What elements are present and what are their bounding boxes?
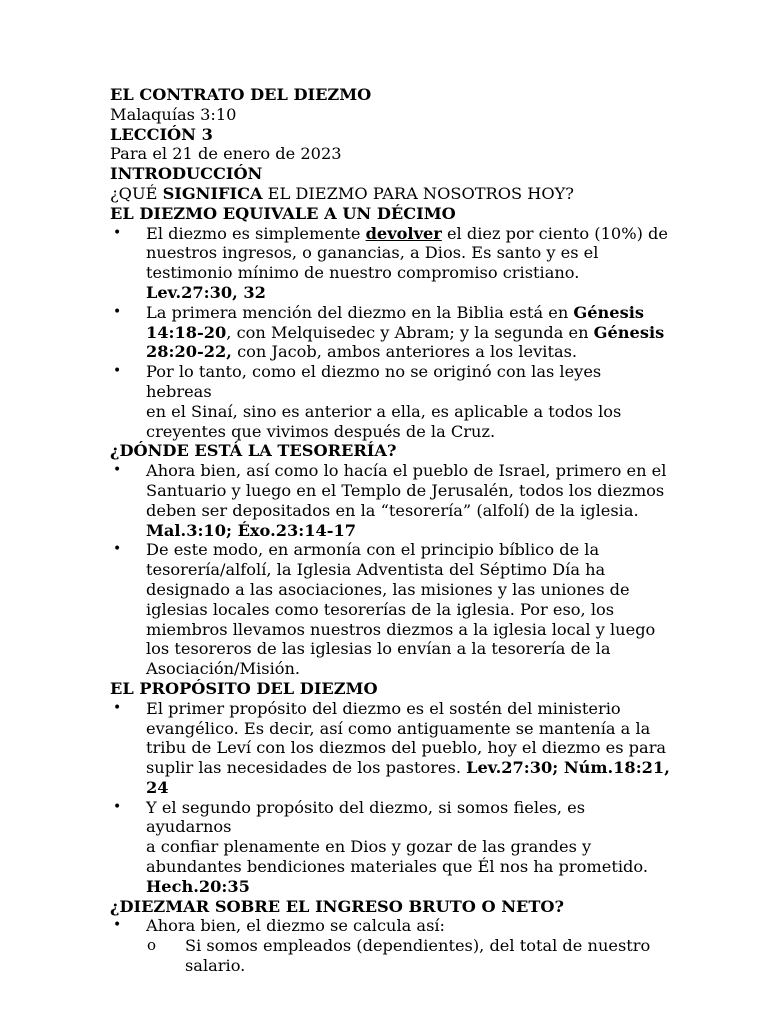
scripture-reference: Lev.27:30; Núm.18:21, (466, 758, 670, 778)
bullet-list-purpose (110, 699, 670, 897)
bullet-icon: • (113, 363, 122, 380)
intro-question: ¿QUÉ SIGNIFICA EL DIEZMO PARA NOSOTROS HOY? (110, 183, 574, 203)
lesson-number: LECCIÓN 3 (110, 124, 213, 144)
bullet-icon: • (113, 462, 122, 479)
list-item: • Y el segundo propósito del diezmo, si somos fieles, es ayudarnos a confiar plenamente en Dios y gozar de las grandes y abundantes bendiciones materiales que Él nos ha prometido. Hech.20:35 (110, 798, 670, 897)
section-heading-gross-net: ¿DIEZMAR SOBRE EL INGRESO BRUTO O NETO? (110, 896, 565, 916)
emphasis-devolver: devolver (365, 223, 442, 243)
list-item: o Si somos empleados (dependientes), del total de nuestro salario. (147, 936, 651, 976)
scripture-reference: Lev.27:30, 32 (146, 282, 266, 302)
sub-bullet-list (110, 936, 670, 976)
bullet-icon: • (113, 224, 122, 241)
scripture-reference: Hech.20:35 (146, 876, 250, 896)
list-item: • Ahora bien, el diezmo se calcula así: (113, 916, 446, 936)
bullet-icon: • (113, 798, 122, 815)
bullet-list-tithe-tenth (110, 224, 670, 442)
bullet-list-gross-net (110, 916, 670, 936)
bullet-icon: • (113, 699, 122, 716)
bullet-icon: • (113, 917, 122, 934)
section-heading-treasury: ¿DÓNDE ESTÁ LA TESORERÍA? (110, 441, 397, 461)
scripture-reference: Mal.3:10; Éxo.23:14-17 (146, 520, 356, 540)
circle-bullet-icon: o (147, 936, 157, 955)
bullet-icon: • (113, 303, 122, 320)
list-item: • Por lo tanto, como el diezmo no se originó con las leyes hebreas en el Sinaí, sino es anterior a ella, es aplicable a todos los creyentes que vivimos después de la Cruz. (113, 362, 622, 441)
list-item: • Ahora bien, así como lo hacía el pueblo de Israel, primero en el Santuario y luego en el Templo de Jerusalén, todos los diezmos deben ser depositados en la “tesorería” (alfolí) de la iglesia. Mal.3:10; Éxo.23:14-17 (110, 461, 670, 540)
section-heading-tithe-tenth: EL DIEZMO EQUIVALE A UN DÉCIMO (110, 203, 456, 223)
list-item: • El primer propósito del diezmo es el sostén del ministerio evangélico. Es decir, así como antiguamente se mantenía a la tribu de Leví con los diezmos del pueblo, hoy el diezmo es para suplir las necesidades de los pastores. Lev.27:30; Núm.18:21, 24 (113, 698, 670, 797)
list-item: • El diezmo es simplemente devolver el diez por ciento (10%) de nuestros ingresos, o ganancias, a Dios. Es santo y es el testimonio mínimo de nuestro compromiso cristiano. Lev.27:30, 32 (113, 223, 668, 302)
bible-verse: Malaquías 3:10 (110, 104, 237, 124)
bullet-icon: • (113, 541, 122, 558)
lesson-date: Para el 21 de enero de 2023 (110, 144, 342, 164)
list-item: • La primera mención del diezmo en la Biblia está en Génesis 14:18-20, con Melquisedec y Abram; y la segunda en Génesis 28:20-22, con Jacob, ambos anteriores a los levitas. (113, 302, 665, 362)
intro-heading: INTRODUCCIÓN (110, 164, 263, 184)
document-title: EL CONTRATO DEL DIEZMO (110, 85, 372, 104)
section-heading-purpose: EL PROPÓSITO DEL DIEZMO (110, 678, 378, 698)
bullet-list-treasury (110, 461, 670, 679)
list-item: • De este modo, en armonía con el principio bíblico de la tesorería/alfolí, la Iglesia Adventista del Séptimo Día ha designado a las asociaciones, las misiones y las uniones de iglesias locales como tesorerías de la iglesia. Por eso, los miembros llevamos nuestros diezmos a la iglesia local y luego los tesoreros de las iglesias lo envían a la tesorería de la Asociación/Misión. (113, 540, 656, 679)
